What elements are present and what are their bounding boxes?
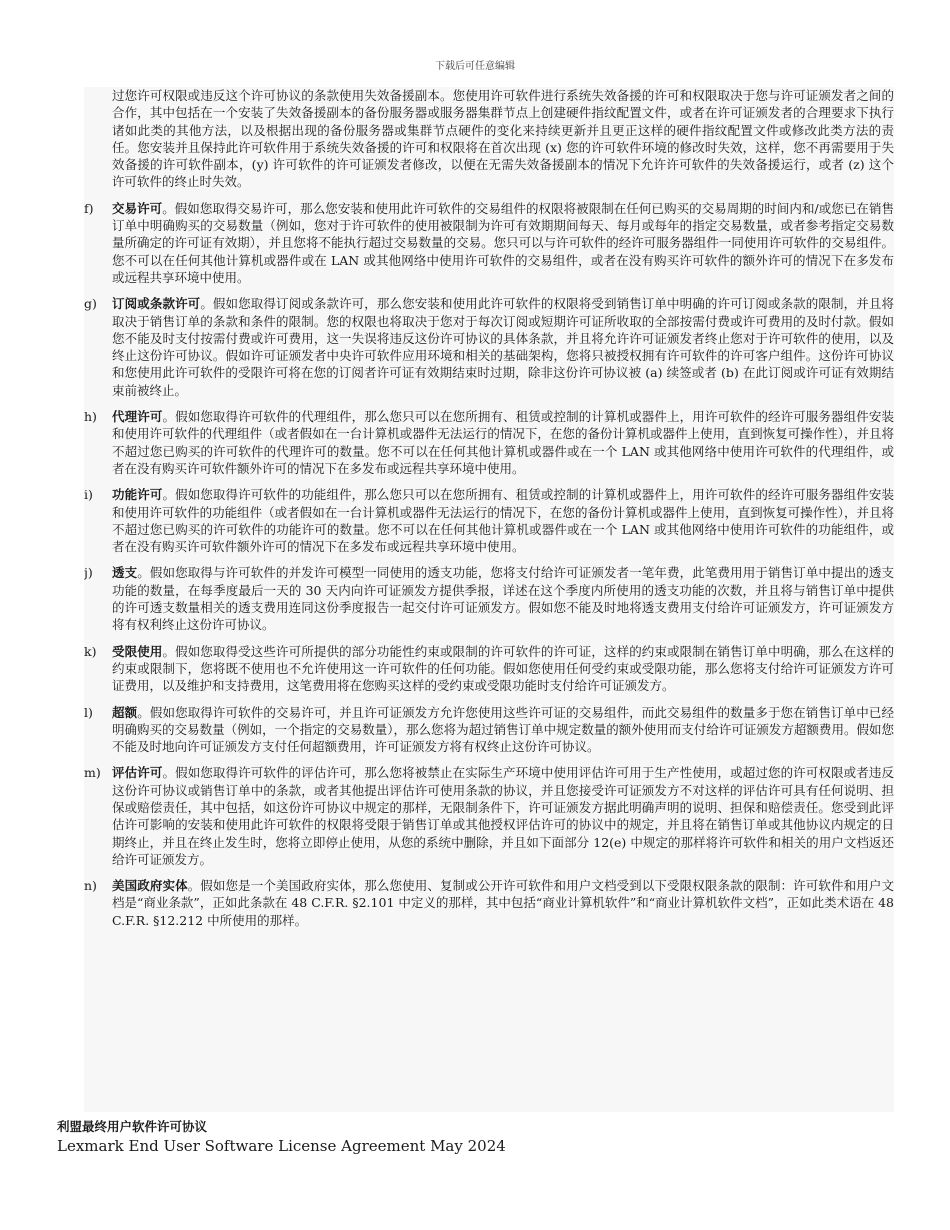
clause-body [112,764,894,868]
clause-title: 代理许可 [112,409,163,425]
clause-title: 美国政府实体 [112,878,188,894]
clause-label: l) [84,704,93,720]
page-header: 下载后可任意编辑 [435,61,515,72]
clause-item [84,200,894,286]
clause-text: 。假如您是一个美国政府实体，那么您使用、复制或公开许可软件和用户文档受到以下受限权限条款的限制：许可软件和用户文档是“商业条款”，正如此条款在 48 C.F.R. §2.101 中定义的那样，其中包括“商业计算机软件”和“商业计算机软件文档”，正如此类术语在 48 C.F.R. §12.212 中所使用的那样。 [112,878,894,928]
clause-body [112,200,894,286]
clause-title: 评估许可 [112,765,163,781]
document-footer [57,1117,506,1156]
clause-body [112,408,894,477]
clause-text: 。假如您取得受这些许可所提供的部分功能性约束或限制的许可软件的许可证，这样的约束或限制在销售订单中明确，那么在这样的约束或限制下，您将既不使用也不允许使用这一许可软件的任何功能。假如您使用任何受约束或受限功能，那么您将支付给许可证颁发方许可证费用，以及维护和支持费用，这笔费用将在您购买这样的受约束或受限功能时支付给许可证颁发方。 [112,643,894,694]
clause-list [84,200,894,929]
clause-item [84,764,894,868]
clause-text: 。假如您取得交易许可，那么您安装和使用此许可软件的交易组件的权限将被限制在任何已购买的交易周期的时间内和/或您已在销售订单中明确购买的交易数量（例如，您对于许可软件的使用被限制为许可有效期期间每天、每月或每年的指定交易数量，或者参考指定交易数量所确定的许可证有效期），并且您将不能执行超过交易数量的交易。您只可以与许可软件的经许可服务器组件一同使用许可软件的交易组件。您不可以在任何其他计算机或器件或在 LAN 或其他网络中使用许可软件的交易组件，或者在没有购买许可软件的额外许可的情况下在多发布或远程共享环境中使用。 [112,200,894,285]
clause-label: k) [84,643,97,659]
clause-item [84,295,894,399]
clause-item [84,877,894,929]
clause-title: 功能许可 [112,487,163,503]
clause-title: 超额 [112,704,138,720]
clause-label: g) [84,296,97,312]
clause-item [84,564,894,633]
clause-body [112,704,894,756]
clause-item [84,486,894,555]
clause-title: 透支 [112,565,138,581]
document-body [84,87,894,1112]
clause-item [84,408,894,477]
clause-body [112,643,894,695]
clause-item [84,643,894,695]
clause-text: 。假如您取得许可软件的功能组件，那么您只可以在您所拥有、租赁或控制的计算机或器件上，用许可软件的经许可服务器组件安装和使用许可软件的功能组件（或者假如在一台计算机或器件无法运行的情况下，在您的备份计算机或器件上使用，直到恢复可操作性），并且将不超过您已购买的许可软件的功能许可的数量。您不可以在任何其他计算机或器件或在一个 LAN 或其他网络中使用许可软件的功能组件，或者在没有购买许可软件额外许可的情况下在多发布或远程共享环境中使用。 [112,487,894,555]
clause-label: f) [84,200,94,216]
continued-paragraph: 过您许可权限或违反这个许可协议的条款使用失效备援副本。您使用许可软件进行系统失效备援的许可和权限取决于您与许可证颁发者之间的合作，其中包括在一个安装了失效备援副本的备份服务器或服务器集群节点上创建硬件指纹配置文件，或者在许可证颁发者的合理要求下执行诸如此类的其他方法，以及根据出现的备份服务器或集群节点硬件的变化来持续更新并且更正这样的硬件指纹配置文件或修改此类方法的责任。您安装并且保持此许可软件用于系统失效备援的许可和权限将在首次出现 (x) 您的许可软件环境的修改时失效，这样，您不再需要用于失效备援的许可软件副本，(y) 许可软件的许可证颁发者修改，以便在无需失效备援副本的情况下允许许可软件的失效备援运行，或者 (z) 这个许可软件的终止时失效。 [112,88,894,190]
clause-text: 。假如您取得订阅或条款许可，那么您安装和使用此许可软件的权限将受到销售订单中明确的许可订阅或条款的限制，并且将取决于销售订单的条款和条件的限制。您的权限也将取决于您对于每次订阅或短期许可证所收取的全部按需付费或许可费用的及时付款。假如您不能及时支付按需付费或许可费用，这一失误将违反这份许可协议的具体条款，并且将允许许可证颁发者终止您对于许可软件的使用，以及终止这份许可协议。假如许可证颁发者中央许可软件应用环境和相关的基础架构，您将只被授权拥有许可软件的许可客户组件。这份许可协议和您使用此许可软件的受限许可将在您的订阅者许可证有效期结束时过期，除非这份许可协议被 (a) 续签或者 (b) 在此订阅或许可证有效期结束前被终止。 [112,296,894,398]
clause-body [112,564,894,633]
clause-text: 。假如您取得许可软件的交易许可，并且许可证颁发方允许您使用这些许可证的交易组件，而此交易组件的数量多于您在销售订单中已经明确购买的交易数量（例如，一个指定的交易数量），那么您将为超过销售订单中规定数量的额外使用而支付给许可证颁发方超额费用。假如您不能及时地向许可证颁发方支付任何超额费用，许可证颁发方将有权终止这份许可协议。 [112,704,894,755]
clause-title: 交易许可 [112,200,163,216]
clause-label: m) [84,765,101,781]
clause-body [112,486,894,555]
clause-label: n) [84,878,97,894]
clause-label: i) [84,487,93,503]
clause-label: j) [84,565,93,581]
clause-text: 。假如您取得许可软件的代理组件，那么您只可以在您所拥有、租赁或控制的计算机或器件上，用许可软件的经许可服务器组件安装和使用许可软件的代理组件（或者假如在一台计算机或器件无法运行的情况下，在您的备份计算机或器件上使用，直到恢复可操作性），并且将不超过您已购买的许可软件的代理许可的数量。您不可以在任何其他计算机或器件或在一个 LAN 或其他网络中使用许可软件的代理组件，或者在没有购买许可软件额外许可的情况下在多发布或远程共享环境中使用。 [112,409,894,476]
clause-title: 订阅或条款许可 [112,296,201,312]
footer-title-english: Lexmark End User Software License Agreement May 2024 [57,1137,506,1155]
clause-title: 受限使用 [112,643,163,659]
clause-label: h) [84,409,97,425]
clause-body [112,877,894,929]
clause-text: 。假如您取得许可软件的评估许可，那么您将被禁止在实际生产环境中使用评估许可用于生产性使用，或超过您的许可权限或者违反这份许可协议或销售订单中的条款，或者其他提出评估许可使用条款的协议，并且您接受许可证颁发方不对这样的评估许可具有任何说明、担保或赔偿责任，其中包括，如这份许可协议中规定的那样，无限制条件下，许可证颁发方据此明确声明的说明、担保和赔偿责任。您受到此评估许可影响的安装和使用此许可软件的权限将受限于销售订单或其他授权评估许可的协议中的规定，并且将在销售订单或其他协议内规定的日期终止，并且在终止发生时，您将立即停止使用，从您的系统中删除，并且如下面部分 12(e) 中规定的那样将许可软件和相关的用户文档返还给许可证颁发方。 [112,765,894,867]
clause-body [112,295,894,399]
footer-title-chinese: 利盟最终用户软件许可协议 [57,1119,208,1134]
clause-text: 。假如您取得与许可软件的并发许可模型一同使用的透支功能，您将支付给许可证颁发者一笔年费，此笔费用用于销售订单中提出的透支功能的数量，在每季度最后一天的 30 天内向许可证颁发方提供季报，详述在这个季度内所使用的透支功能的次数，并且将与销售订单中提供的许可透支数量相关的透支费用连同这份季度报告一起交付许可证颁发方。假如您不能及时地将透支费用支付给许可证颁发方，许可证颁发方将有权利终止这份许可协议。 [112,565,894,633]
clause-item [84,704,894,756]
